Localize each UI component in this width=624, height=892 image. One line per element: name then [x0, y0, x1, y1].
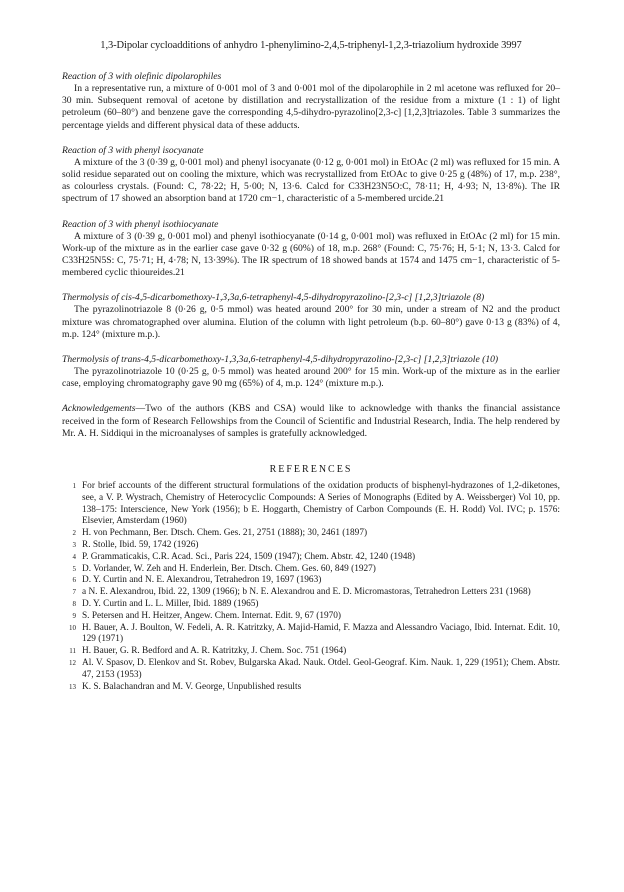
reference-item — [62, 587, 560, 599]
reference-number: 7 — [72, 588, 76, 597]
section-title: Thermolysis of cis-4,5-dicarbomethoxy-1,3,3a,6-tetraphenyl-4,5-dihydropyrazolino-[2,3-c] [1,2,3]triazole (8) — [62, 292, 485, 304]
reference-text: D. Vorlander, W. Zeh and H. Enderlein, Ber. Dtsch. Chem. Ges. 60, 849 (1927) — [82, 563, 376, 574]
section-thermolysis-trans — [62, 354, 560, 390]
section-body: The pyrazolinotriazole 10 (0·25 g, 0·5 mmol) was heated around 200° for 15 min. Work-up of the mixture as in the earlier case, employing chromatography gave 90 mg (65%) of 4, m.p. 124° (mixture m.p.). — [62, 366, 560, 390]
reference-text: H. von Pechmann, Ber. Dtsch. Chem. Ges. 21, 2751 (1888); 30, 2461 (1897) — [82, 528, 368, 539]
reference-number: 11 — [69, 647, 76, 656]
reference-item — [62, 552, 560, 564]
reference-number: 13 — [69, 682, 76, 691]
reference-item — [62, 682, 560, 694]
acknowledgements — [62, 403, 560, 440]
references-title: REFERENCES — [269, 464, 353, 476]
section-phenyl-isothiocyanate — [62, 219, 560, 280]
section-phenyl-isocyanate — [62, 145, 560, 206]
reference-item — [62, 528, 560, 540]
reference-item — [62, 575, 560, 587]
reference-item — [62, 599, 560, 611]
reference-item — [62, 623, 560, 647]
section-title: Reaction of 3 with olefinic dipolarophiles — [62, 71, 222, 82]
reference-number: 4 — [72, 552, 76, 561]
reference-number: 5 — [72, 564, 76, 573]
journal-page — [62, 40, 560, 693]
reference-item — [62, 658, 560, 682]
reference-item — [62, 564, 560, 576]
section-title: Reaction of 3 with phenyl isothiocyanate — [62, 218, 219, 230]
reference-text: K. S. Balachandran and M. V. George, Unpublished results — [82, 681, 302, 692]
reference-number: 1 — [72, 482, 76, 491]
reference-item — [62, 540, 560, 552]
reference-item — [62, 646, 560, 658]
section-title: Reaction of 3 with phenyl isocyanate — [62, 144, 204, 156]
reference-number: 6 — [72, 576, 76, 585]
reference-number: 12 — [69, 659, 76, 668]
section-body: In a representative run, a mixture of 0·001 mol of 3 and 0·001 mol of the dipolarophile in 2 ml acetone was refluxed for 20–30 min. Subsequent removal of acetone by distillation and recrystallization of the residue from a mixture (1 : 1) of light petroleum (60–80°) and benzene gave the corresponding 4,5-dihydro-pyrazolino[2,3-c] [1,2,3]triazoles. Table 3 summarizes the percentage yields and different physical data of these adducts. — [62, 83, 560, 131]
reference-number: 8 — [72, 600, 76, 609]
reference-number: 9 — [72, 611, 76, 620]
references-list — [62, 481, 560, 693]
acknowledgements-lead: Acknowledgements — [62, 403, 136, 415]
reference-text: D. Y. Curtin and L. L. Miller, Ibid. 1889 (1965) — [82, 599, 259, 610]
reference-number: 2 — [72, 529, 76, 538]
reference-text: Al. V. Spasov, D. Elenkov and St. Robev, Bulgarska Akad. Nauk. Otdel. Geol-Geograf. Kim. Nauk. 1, 229 (1951); Chem. Abstr. 47, 2153 (1953) — [82, 658, 560, 680]
reference-text: P. Grammaticakis, C.R. Acad. Sci., Paris 224, 1509 (1947); Chem. Abstr. 42, 1240 (1948) — [82, 551, 416, 562]
reference-text: D. Y. Curtin and N. E. Alexandrou, Tetrahedron 19, 1697 (1963) — [82, 575, 322, 586]
reference-item — [62, 481, 560, 528]
reference-text: R. Stolle, Ibid. 59, 1742 (1926) — [82, 540, 199, 551]
reference-item — [62, 611, 560, 623]
section-title: Thermolysis of trans-4,5-dicarbomethoxy-1,3,3a,6-tetraphenyl-4,5-dihydropyrazolino-[2,3-c] [1,2,3]triazole (10) — [62, 354, 499, 366]
reference-text: S. Petersen and H. Heitzer, Angew. Chem. Internat. Edit. 9, 67 (1970) — [82, 610, 342, 621]
section-thermolysis-cis — [62, 292, 560, 341]
reference-text: For brief accounts of the different structural formulations of the oxidation products of bisphenyl-hydrazones of 1,2-diketones, see, a V. P. Wystrach, Chemistry of Heterocyclic Compounds: A Series of Monographs (Edited by A. Weissberger) Vol 10, pp. 138–175: Interscience, New York (1956); b E. Hoggarth, Chemistry of Carbon Compounds (E. H. Rodd) Vol. IVC; p. 1576: Elsevier, Amsterdam (1960) — [82, 481, 560, 527]
running-head: 1,3-Dipolar cycloadditions of anhydro 1-phenylimino-2,4,5-triphenyl-1,2,3-triazolium hydroxide 3997 — [100, 40, 522, 51]
acknowledgements-body: —Two of the authors (KBS and CSA) would like to acknowledge with thanks the financial assistance received in the form of Research Fellowships from the Council of Scientific and Industrial Research, India. The help rendered by Mr. A. H. Siddiqui in the microanalyses of samples is gratefully acknowledged. — [62, 403, 560, 439]
reference-text: a N. E. Alexandrou, Ibid. 22, 1309 (1966); b N. E. Alexandrou and E. D. Micromastoras, Tetrahedron Letters 231 (1968) — [82, 587, 531, 598]
reference-text: H. Bauer, A. J. Boulton, W. Fedeli, A. R. Katritzky, A. Majid-Hamid, F. Mazza and Alessandro Vaciago, Ibid. Internat. Edit. 10, 129 (1971) — [82, 622, 560, 645]
section-body: A mixture of the 3 (0·39 g, 0·001 mol) and phenyl isocyanate (0·12 g, 0·001 mol) in EtOAc (2 ml) was refluxed for 15 min. A solid residue separated out on cooling the mixture, which was recrystallized from EtOAc to give 0·25 g (48%) of 17, m.p. 238°, as colourless crystals. (Found: C, 78·22; H, 5·00; N, 13·6. Calcd for C33H23N5O:C, 78·11; H, 4·93; N, 13·8%). The IR spectrum of 17 showed an absorption band at 1720 cm−1, characteristic of a 5-membered urcide.21 — [62, 156, 560, 205]
section-body: A mixture of 3 (0·39 g, 0·001 mol) and phenyl isothiocyanate (0·14 g, 0·001 mol) was refluxed in EtOAc (2 ml) for 15 min. Work-up of the mixture as in the earlier case gave 0·32 g (60%) of 18, m.p. 268° (Found: C, 75·76; H, 5·1; N, 13·3. Calcd for C33H25N5S: C, 75·71; H, 4·78; N, 13·39%). The IR spectrum of 18 showed bands at 1574 and 1475 cm−1, characteristic of 5-membered cyclic thioureides.21 — [62, 230, 560, 279]
section-olefinic-dipolarophiles — [62, 71, 560, 132]
section-body: The pyrazolinotriazole 8 (0·26 g, 0·5 mmol) was heated around 200° for 30 min, under a stream of N2 and the product mixture was chromatographed over alumina. Elution of the column with light petroleum (b.p. 60–80°) gave 0·13 g (83%) of 4, m.p. 124° (mixture m.p.). — [62, 304, 560, 340]
reference-number: 3 — [72, 541, 76, 550]
reference-text: H. Bauer, G. R. Bedford and A. R. Katritzky, J. Chem. Soc. 751 (1964) — [82, 646, 347, 657]
reference-number: 10 — [69, 623, 76, 632]
